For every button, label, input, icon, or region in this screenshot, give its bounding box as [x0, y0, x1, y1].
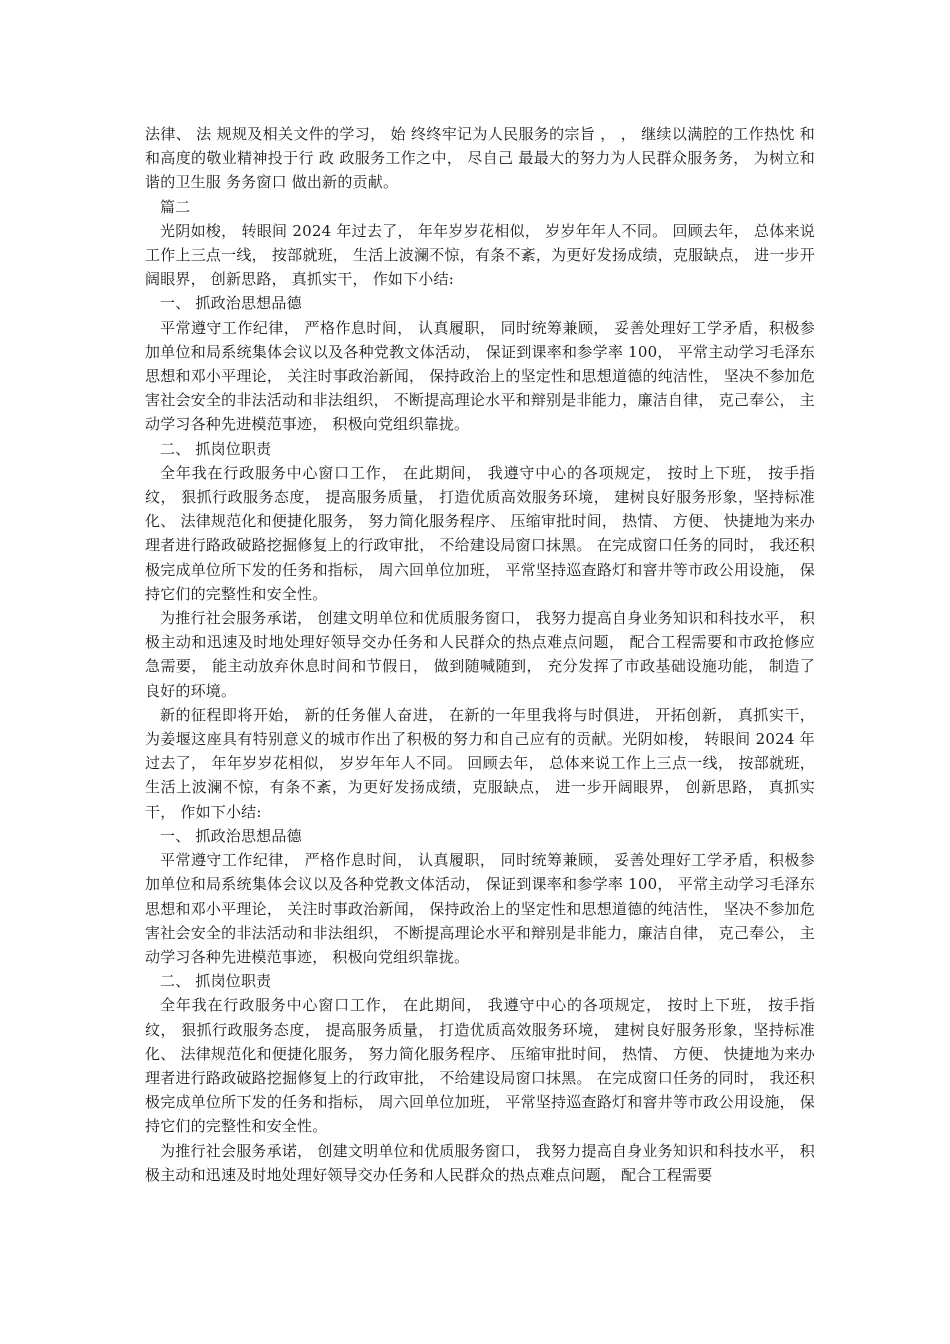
document-body	[145, 122, 815, 1187]
paragraph-opening: 光阴如梭， 转眼间 2024 年过去了， 年年岁岁花相似， 岁岁年年人不同。 回顾去年， 总体来说工作上三点一线， 按部就班， 生活上波澜不惊，有条不紊，为更好发扬成绩，克服缺点， 进一步开阔眼界， 创新思路， 真抓实干， 作如下小结:	[145, 221, 815, 289]
paragraph-political-thought-repeat: 平常遵守工作纪律， 严格作息时间， 认真履职， 同时统筹兼顾， 妥善处理好工学矛盾，积极参加单位和局系统集体会议以及各种党教文体活动， 保证到课率和参学率 100， 平常主动学习毛泽东思想和邓小平理论， 关注时事政治新闻， 保持政治上的坚定性和思想道德的纯洁性， 坚决不参加危害社会安全的非法活动和非法组织， 不断提高理论水平和辩别是非能力，廉洁自律， 克己奉公， 主动学习各种先进模范事迹， 积极向党组织靠拢。	[145, 851, 815, 966]
paragraph-service-commitment-repeat: 为推行社会服务承诺， 创建文明单位和优质服务窗口， 我努力提高自身业务知识和科技水平， 积极主动和迅速及时地处理好领导交办任务和人民群众的热点难点问题， 配合工程需要	[145, 1141, 815, 1184]
heading-political-thought-repeat: 一、 抓政治思想品德	[160, 826, 302, 845]
paragraph-job-duties: 全年我在行政服务中心窗口工作， 在此期间， 我遵守中心的各项规定， 按时上下班， 按手指纹， 狠抓行政服务态度， 提高服务质量， 打造优质高效服务环境， 建树良好服务形象，坚持标准化、 法律规范化和便捷化服务， 努力简化服务程序、 压缩审批时间， 热情、 方便、 快捷地为来办理者进行路政破路挖掘修复上的行政审批， 不给建设局窗口抹黑。 在完成窗口任务的同时， 我还积极完成单位所下发的任务和指标， 周六回单位加班， 平常坚持巡查路灯和窨井等市政公用设施， 保持它们的完整性和安全性。	[145, 463, 815, 603]
section-title-part-two: 篇二	[160, 197, 191, 216]
heading-political-thought: 一、 抓政治思想品德	[160, 294, 302, 313]
paragraph-new-journey: 新的征程即将开始， 新的任务催人奋进， 在新的一年里我将与时俱进， 开拓创新， 真抓实干， 为姜堰这座具有特别意义的城市作出了积极的努力和自己应有的贡献。光阴如梭， 转眼间 2024 年过去了， 年年岁岁花相似， 岁岁年年人不同。 回顾去年， 总体来说工作上三点一线， 按部就班， 生活上波澜不惊，有条不紊，为更好发扬成绩，克服缺点， 进一步开阔眼界， 创新思路， 真抓实干， 作如下小结:	[145, 705, 815, 821]
paragraph-political-thought: 平常遵守工作纪律， 严格作息时间， 认真履职， 同时统筹兼顾， 妥善处理好工学矛盾，积极参加单位和局系统集体会议以及各种党教文体活动， 保证到课率和参学率 100， 平常主动学习毛泽东思想和邓小平理论， 关注时事政治新闻， 保持政治上的坚定性和思想道德的纯洁性， 坚决不参加危害社会安全的非法活动和非法组织， 不断提高理论水平和辩别是非能力，廉洁自律， 克己奉公， 主动学习各种先进模范事迹， 积极向党组织靠拢。	[145, 318, 815, 434]
paragraph-intro: 法律、 法 规规及相关文件的学习， 始 终终牢记为人民服务的宗旨 ， ， 继续以满腔的工作热忱 和和高度的敬业精神投于行 政 政服务工作之中， 尽自己 最最大的努力为人民群众服务务， 为树立和谐的卫生服 务务窗口 做出新的贡献。	[145, 125, 815, 192]
paragraph-job-duties-repeat: 全年我在行政服务中心窗口工作， 在此期间， 我遵守中心的各项规定， 按时上下班， 按手指纹， 狠抓行政服务态度， 提高服务质量， 打造优质高效服务环境， 建树良好服务形象，坚持标准化、 法律规范化和便捷化服务， 努力简化服务程序、 压缩审批时间， 热情、 方便、 快捷地为来办理者进行路政破路挖掘修复上的行政审批， 不给建设局窗口抹黑。 在完成窗口任务的同时， 我还积极完成单位所下发的任务和指标， 周六回单位加班， 平常坚持巡查路灯和窨井等市政公用设施， 保持它们的完整性和安全性。	[145, 996, 815, 1136]
heading-job-duties: 二、 抓岗位职责	[160, 439, 272, 458]
heading-job-duties-repeat: 二、 抓岗位职责	[160, 972, 272, 991]
paragraph-service-commitment: 为推行社会服务承诺， 创建文明单位和优质服务窗口， 我努力提高自身业务知识和科技水平， 积极主动和迅速及时地处理好领导交办任务和人民群众的热点难点问题， 配合工程需要和市政抢修应急需要， 能主动放弃休息时间和节假日， 做到随喊随到， 充分发挥了市政基础设施功能， 制造了良好的环境。	[145, 609, 815, 700]
